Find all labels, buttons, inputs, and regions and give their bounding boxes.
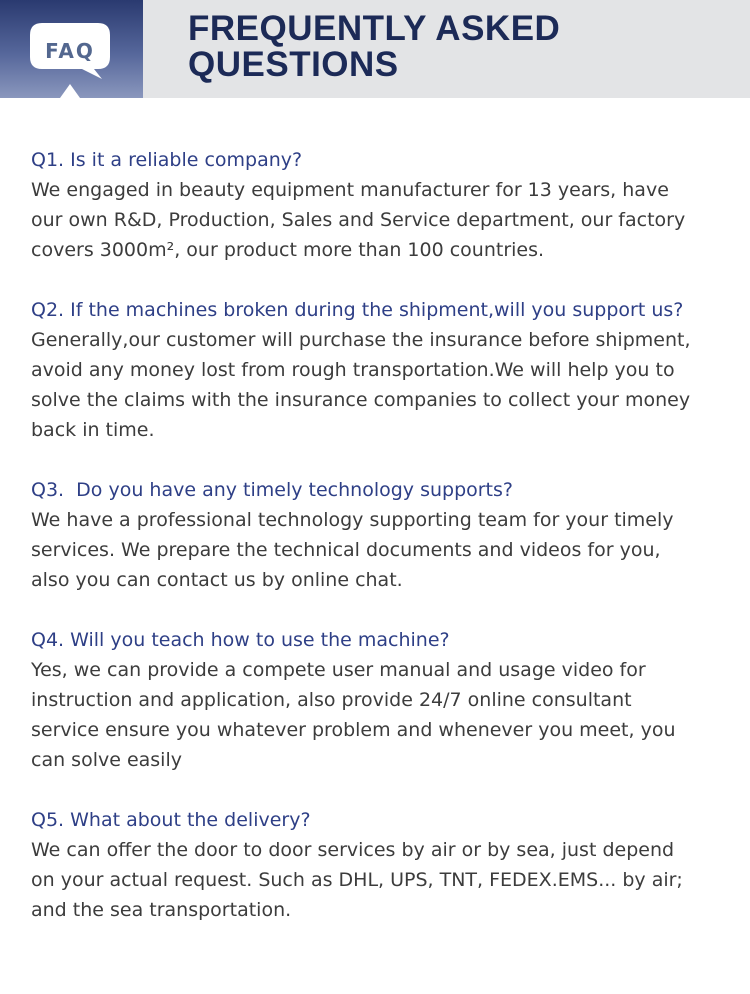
faq-answer-line: services. We prepare the technical documents and videos for you, — [31, 539, 661, 561]
faq-item — [31, 805, 731, 925]
faq-answer-line: We can offer the door to door services by air or by sea, just depend — [31, 839, 675, 861]
faq-question: Q5. What about the delivery? — [31, 809, 311, 831]
faq-answer-line: solve the claims with the insurance companies to collect your money — [31, 389, 691, 411]
faq-answer-line: Yes, we can provide a compete user manual and usage video for — [31, 659, 646, 681]
faq-question: Q2. If the machines broken during the shipment,will you support us? — [31, 299, 684, 321]
faq-answer-line: our own R&D, Production, Sales and Service department, our factory — [31, 209, 686, 231]
faq-answer — [31, 505, 731, 595]
faq-answer — [31, 655, 731, 775]
page-title — [188, 11, 560, 83]
faq-answer-line: can solve easily — [31, 749, 182, 771]
speech-bubble-icon — [28, 21, 112, 81]
faq-answer — [31, 835, 731, 925]
faq-badge-label: FAQ — [45, 39, 95, 63]
page-title-line-1: FREQUENTLY ASKED — [188, 9, 561, 48]
faq-answer-line: Generally,our customer will purchase the insurance before shipment, — [31, 329, 691, 351]
faq-answer-line: service ensure you whatever problem and whenever you meet, you — [31, 719, 676, 741]
faq-question: Q1. Is it a reliable company? — [31, 149, 303, 171]
faq-item — [31, 295, 731, 445]
faq-answer-line: back in time. — [31, 419, 155, 441]
faq-item — [31, 145, 731, 265]
faq-list — [31, 145, 731, 925]
faq-question: Q4. Will you teach how to use the machine? — [31, 629, 450, 651]
header-banner — [0, 0, 750, 98]
faq-answer-line: and the sea transportation. — [31, 899, 292, 921]
faq-answer-line: We have a professional technology supporting team for your timely — [31, 509, 674, 531]
header-pointer — [60, 84, 80, 98]
faq-answer-line: also you can contact us by online chat. — [31, 569, 403, 591]
faq-badge — [0, 0, 143, 98]
faq-answer-line: avoid any money lost from rough transportation.We will help you to — [31, 359, 675, 381]
faq-item — [31, 475, 731, 595]
faq-answer-line: covers 3000m², our product more than 100 countries. — [31, 239, 545, 261]
faq-answer-line: instruction and application, also provide 24/7 online consultant — [31, 689, 632, 711]
faq-question: Q3. Do you have any timely technology supports? — [31, 479, 513, 501]
faq-item — [31, 625, 731, 775]
faq-answer — [31, 175, 731, 265]
faq-answer-line: on your actual request. Such as DHL, UPS, TNT, FEDEX.EMS... by air; — [31, 869, 683, 891]
faq-answer-line: We engaged in beauty equipment manufacturer for 13 years, have — [31, 179, 669, 201]
faq-answer — [31, 325, 731, 445]
page-title-line-2: QUESTIONS — [188, 45, 399, 84]
